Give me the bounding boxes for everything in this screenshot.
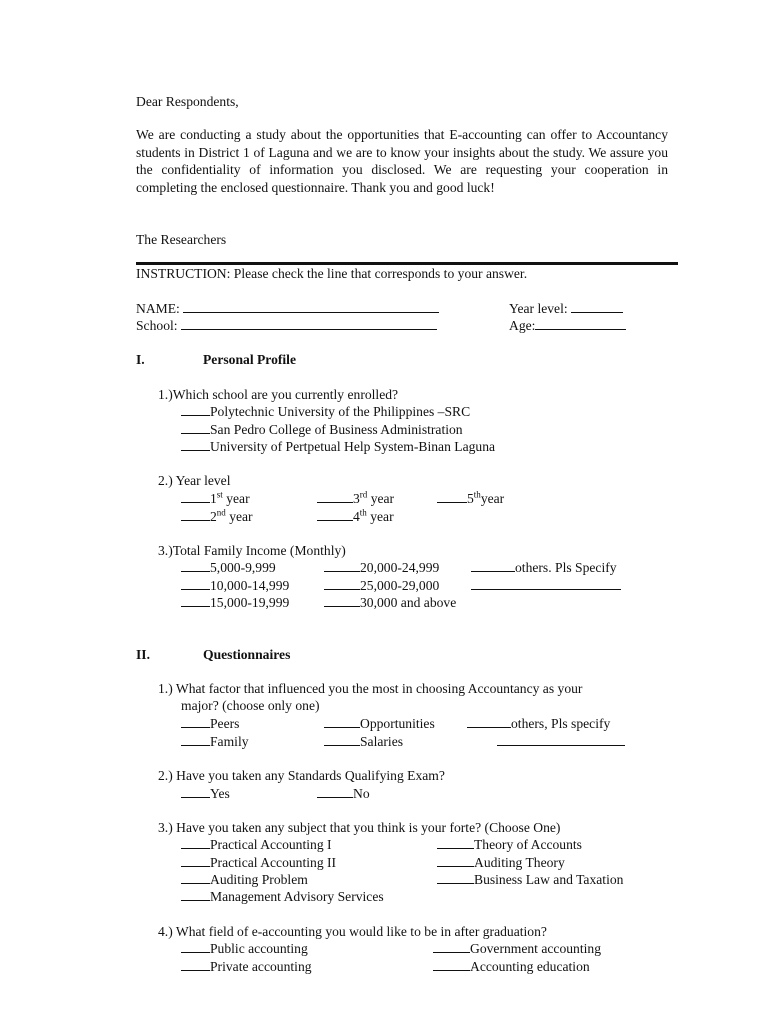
greeting: Dear Respondents, <box>136 94 239 109</box>
s1-q2-option-1st[interactable]: 1st year <box>181 490 250 507</box>
s2-q1-question-line1: 1.) What factor that influenced you the most in choosing Accountancy as your <box>158 681 583 696</box>
s2-q3-option[interactable]: Auditing Problem <box>181 871 308 888</box>
check-blank[interactable] <box>433 940 470 953</box>
check-blank[interactable] <box>181 559 210 572</box>
check-blank[interactable] <box>181 958 210 971</box>
s2-q1-option[interactable]: Family <box>181 733 249 750</box>
s1-q2-option-4th[interactable]: 4th year <box>317 508 394 525</box>
check-blank[interactable] <box>181 421 210 434</box>
letter-body: We are conducting a study about the opportunities that E-accounting can offer to Accountancy students in District 1 of Laguna and we are to know your insights about the study. We assure you the confidentiality of information you disclosed. We are requesting your cooperation in completing the enclosed questionnaire. Thank you and good luck! <box>136 127 668 195</box>
s2-q4-option[interactable]: Accounting education <box>433 958 590 975</box>
check-blank[interactable] <box>467 715 511 728</box>
year-level-field[interactable] <box>509 300 623 317</box>
check-blank[interactable] <box>317 785 353 798</box>
s1-q2-question: 2.) Year level <box>158 473 231 488</box>
check-blank[interactable] <box>437 490 467 503</box>
s2-q3-option[interactable]: Practical Accounting II <box>181 854 336 871</box>
year-level-blank[interactable] <box>571 300 623 313</box>
age-field[interactable] <box>509 317 626 334</box>
s2-q2-no[interactable]: No <box>317 785 370 802</box>
s1-q1-question: 1.)Which school are you currently enrolled? <box>158 387 399 402</box>
check-blank[interactable] <box>181 871 210 884</box>
s2-q1-others[interactable]: others, Pls specify <box>467 715 610 732</box>
s2-q2-yes[interactable]: Yes <box>181 785 230 802</box>
check-blank[interactable] <box>181 785 210 798</box>
section2-title: Questionnaires <box>203 647 291 662</box>
check-blank[interactable] <box>181 733 210 746</box>
s2-q3-option[interactable]: Management Advisory Services <box>181 888 384 905</box>
section1-title: Personal Profile <box>203 352 296 367</box>
check-blank[interactable] <box>181 403 210 416</box>
check-blank[interactable] <box>317 508 353 521</box>
check-blank[interactable] <box>471 559 515 572</box>
s1-q2-option-2nd[interactable]: 2nd year <box>181 508 253 525</box>
check-blank[interactable] <box>181 594 210 607</box>
s2-q4-question: 4.) What field of e-accounting you would like to be in after graduation? <box>158 924 547 939</box>
specify-blank[interactable] <box>497 733 625 746</box>
check-blank[interactable] <box>433 958 470 971</box>
check-blank[interactable] <box>181 577 210 590</box>
check-blank[interactable] <box>317 490 353 503</box>
s2-q3-question: 3.) Have you taken any subject that you think is your forte? (Choose One) <box>158 820 561 835</box>
s1-q2-option-5th[interactable]: 5thyear <box>437 490 504 507</box>
signature: The Researchers <box>136 232 227 247</box>
s1-q2-option-3rd[interactable]: 3rd year <box>317 490 394 507</box>
check-blank[interactable] <box>324 715 360 728</box>
s2-q1-option[interactable]: Opportunities <box>324 715 435 732</box>
s2-q1-option[interactable]: Peers <box>181 715 239 732</box>
age-label: Age: <box>509 318 536 333</box>
s1-q3-specify-line[interactable] <box>471 577 621 594</box>
age-blank[interactable] <box>535 317 626 330</box>
check-blank[interactable] <box>437 854 474 867</box>
check-blank[interactable] <box>324 577 360 590</box>
s2-q4-option[interactable]: Government accounting <box>433 940 601 957</box>
name-field[interactable] <box>136 300 439 317</box>
s2-q3-option[interactable]: Practical Accounting I <box>181 836 332 853</box>
s1-q3-option[interactable]: 15,000-19,999 <box>181 594 289 611</box>
section1-number: I. <box>136 352 145 367</box>
instruction: INSTRUCTION: Please check the line that corresponds to your answer. <box>136 266 528 281</box>
school-label: School: <box>136 318 181 333</box>
s1-q3-question: 3.)Total Family Income (Monthly) <box>158 543 346 558</box>
s2-q3-option[interactable]: Auditing Theory <box>437 854 565 871</box>
s1-q3-option[interactable]: 20,000-24,999 <box>324 559 439 576</box>
name-blank[interactable] <box>183 300 439 313</box>
check-blank[interactable] <box>181 940 210 953</box>
year-level-label: Year level: <box>509 301 572 316</box>
check-blank[interactable] <box>437 836 474 849</box>
s2-q4-option[interactable]: Private accounting <box>181 958 312 975</box>
check-blank[interactable] <box>181 508 210 521</box>
specify-blank[interactable] <box>471 577 621 590</box>
s2-q1-specify-line[interactable] <box>497 733 625 750</box>
s2-q3-option[interactable]: Theory of Accounts <box>437 836 582 853</box>
s2-q4-option[interactable]: Public accounting <box>181 940 308 957</box>
check-blank[interactable] <box>181 438 210 451</box>
check-blank[interactable] <box>181 854 210 867</box>
check-blank[interactable] <box>437 871 474 884</box>
s1-q3-others[interactable]: others. Pls Specify <box>471 559 617 576</box>
school-field[interactable] <box>136 317 437 334</box>
check-blank[interactable] <box>181 490 210 503</box>
check-blank[interactable] <box>181 888 210 901</box>
check-blank[interactable] <box>324 594 360 607</box>
s1-q1-option[interactable]: Polytechnic University of the Philippines –SRC <box>181 403 470 420</box>
s1-q1-option[interactable]: University of Pertpetual Help System-Binan Laguna <box>181 438 495 455</box>
name-label: NAME: <box>136 301 184 316</box>
check-blank[interactable] <box>181 715 210 728</box>
s2-q3-option[interactable]: Business Law and Taxation <box>437 871 623 888</box>
check-blank[interactable] <box>324 733 360 746</box>
s1-q3-option[interactable]: 5,000-9,999 <box>181 559 276 576</box>
check-blank[interactable] <box>181 836 210 849</box>
s1-q3-option[interactable]: 25,000-29,000 <box>324 577 439 594</box>
school-blank[interactable] <box>181 317 437 330</box>
s1-q3-option[interactable]: 10,000-14,999 <box>181 577 289 594</box>
s2-q1-option[interactable]: Salaries <box>324 733 403 750</box>
section2-number: II. <box>136 647 150 662</box>
s1-q3-option[interactable]: 30,000 and above <box>324 594 456 611</box>
s1-q1-option[interactable]: San Pedro College of Business Administration <box>181 421 463 438</box>
s2-q2-question: 2.) Have you taken any Standards Qualifying Exam? <box>158 768 445 783</box>
s2-q1-question-line2: major? (choose only one) <box>181 698 320 713</box>
check-blank[interactable] <box>324 559 360 572</box>
